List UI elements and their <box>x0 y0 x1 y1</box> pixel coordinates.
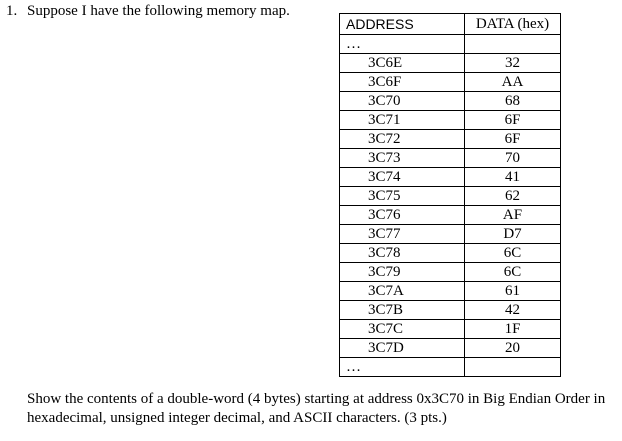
data-cell: 6C <box>465 244 561 263</box>
question-prompt: Show the contents of a double-word (4 bytes) starting at address 0x3C70 in Big Endian Order in hexadecimal, unsigned integer decimal, and ASCII characters. (3 pts.) <box>27 391 606 426</box>
table-row <box>340 339 561 358</box>
memory-map-table <box>339 13 561 377</box>
address-cell: 3C7B <box>340 301 465 320</box>
data-cell: 20 <box>465 339 561 358</box>
ellipsis-top: … <box>340 35 465 54</box>
question-intro: Suppose I have the following memory map. <box>27 3 290 19</box>
address-cell: 3C7D <box>340 339 465 358</box>
data-cell: D7 <box>465 225 561 244</box>
data-cell: 42 <box>465 301 561 320</box>
address-cell: 3C74 <box>340 168 465 187</box>
question-number: 1. <box>6 3 18 19</box>
table-row <box>340 111 561 130</box>
address-cell: 3C6E <box>340 54 465 73</box>
table-row <box>340 187 561 206</box>
data-cell: 32 <box>465 54 561 73</box>
address-cell: 3C71 <box>340 111 465 130</box>
data-cell: AA <box>465 73 561 92</box>
table-row <box>340 282 561 301</box>
table-row <box>340 168 561 187</box>
table-row <box>340 320 561 339</box>
memory-rows <box>340 54 561 358</box>
address-cell: 3C6F <box>340 73 465 92</box>
address-cell: 3C72 <box>340 130 465 149</box>
data-cell: 41 <box>465 168 561 187</box>
data-column-header: DATA (hex) <box>465 14 561 35</box>
table-row <box>340 92 561 111</box>
table-row <box>340 73 561 92</box>
address-cell: 3C76 <box>340 206 465 225</box>
table-row <box>340 263 561 282</box>
data-cell: 6F <box>465 111 561 130</box>
address-cell: 3C75 <box>340 187 465 206</box>
ellipsis-bottom: … <box>340 358 465 377</box>
ellipsis-bottom-data <box>465 358 561 377</box>
table-row <box>340 54 561 73</box>
address-cell: 3C7A <box>340 282 465 301</box>
address-cell: 3C77 <box>340 225 465 244</box>
table-row <box>340 130 561 149</box>
address-cell: 3C70 <box>340 92 465 111</box>
table-row <box>340 149 561 168</box>
data-cell: 70 <box>465 149 561 168</box>
address-cell: 3C7C <box>340 320 465 339</box>
data-cell: 6C <box>465 263 561 282</box>
address-cell: 3C78 <box>340 244 465 263</box>
table-row <box>340 301 561 320</box>
ellipsis-row-bottom <box>340 358 561 377</box>
address-cell: 3C79 <box>340 263 465 282</box>
table-row <box>340 225 561 244</box>
address-cell: 3C73 <box>340 149 465 168</box>
table-row <box>340 206 561 225</box>
data-cell: 62 <box>465 187 561 206</box>
table-row <box>340 244 561 263</box>
data-cell: 1F <box>465 320 561 339</box>
address-column-header: ADDRESS <box>340 14 465 35</box>
ellipsis-row-top <box>340 35 561 54</box>
data-cell: AF <box>465 206 561 225</box>
data-cell: 68 <box>465 92 561 111</box>
table-header-row <box>340 14 561 35</box>
data-cell: 6F <box>465 130 561 149</box>
data-cell: 61 <box>465 282 561 301</box>
ellipsis-top-data <box>465 35 561 54</box>
